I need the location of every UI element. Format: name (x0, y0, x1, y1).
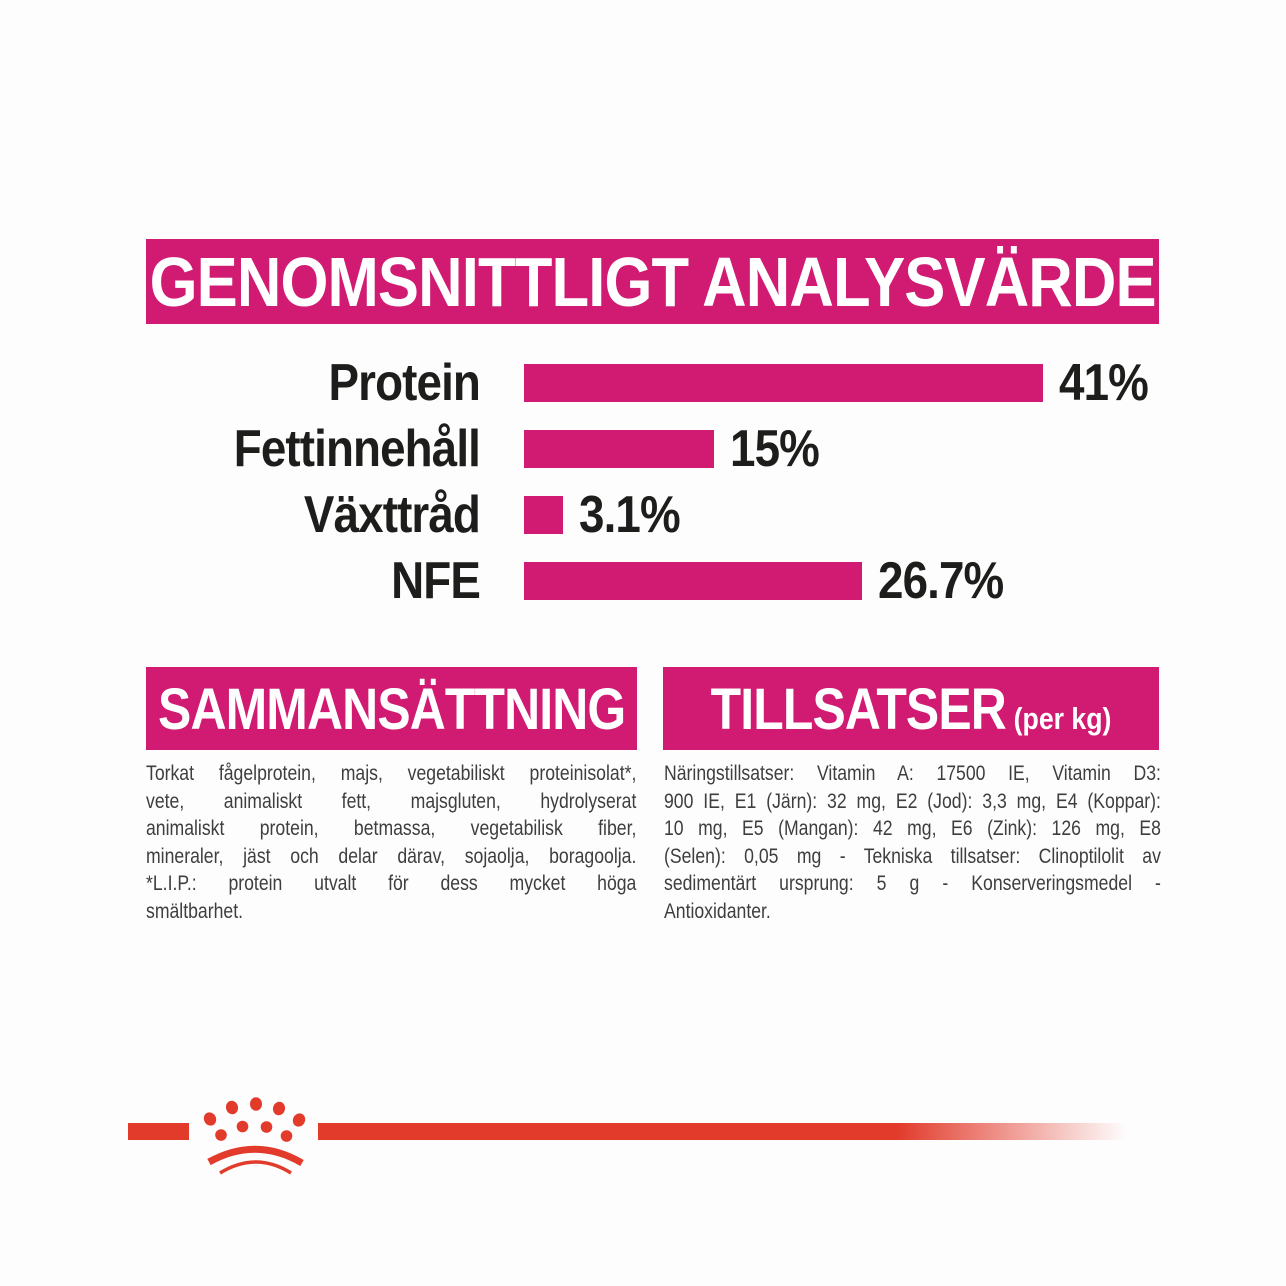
body-text-line: Näringstillsatser: Vitamin A: 17500 IE, Vitamin D3: (664, 761, 1161, 785)
chart-category-label: Protein (328, 354, 480, 412)
body-text-line: mineraler, jäst och delar därav, sojaolja, boragoolja. (146, 843, 637, 868)
body-text-line: (Selen): 0,05 mg - Tekniska tillsatser: Clinoptilolit av (664, 843, 1161, 868)
body-text-line: 900 IE, E1 (Järn): 32 mg, E2 (Jod): 3,3 mg, E4 (Koppar): (664, 788, 1161, 813)
royal-canin-crown-icon (195, 1093, 315, 1193)
chart-value-label: 41% (1059, 354, 1148, 412)
additives-header-bar (663, 667, 1159, 750)
chart-category-label: Växttråd (303, 486, 480, 544)
additives-text (664, 760, 1161, 925)
body-text-line: 10 mg, E5 (Mangan): 42 mg, E6 (Zink): 126 mg, E8 (664, 816, 1161, 840)
chart-row (146, 416, 1226, 482)
composition-title: SAMMANSÄTTNING (157, 677, 626, 742)
brand-divider-line-left (128, 1123, 189, 1140)
analysis-bar-chart (146, 350, 1226, 614)
chart-bar (524, 364, 1043, 402)
chart-row (146, 482, 1226, 548)
chart-value-label: 3.1% (579, 486, 681, 544)
additives-per-kg-suffix: (per kg) (1013, 701, 1112, 736)
analysis-title: GENOMSNITTLIGT ANALYSVÄRDE (149, 242, 1156, 321)
chart-value-label: 15% (729, 420, 819, 478)
body-text-line: Torkat fågelprotein, majs, vegetabiliskt proteinisolat*, (146, 761, 637, 785)
analysis-header-bar (146, 239, 1159, 324)
body-text-line: animaliskt protein, betmassa, vegetabilisk fiber, (146, 816, 637, 840)
composition-text (146, 760, 636, 925)
chart-row (146, 548, 1226, 614)
body-text-line: Antioxidanter. (664, 898, 771, 923)
body-text-line: vete, animaliskt fett, majsgluten, hydrolyserat (146, 788, 637, 813)
chart-row (146, 350, 1226, 416)
additives-title: TILLSATSER (710, 677, 1006, 742)
body-text-line: sedimentärt ursprung: 5 g - Konserveringsmedel - (664, 871, 1161, 895)
chart-category-label: NFE (391, 552, 480, 610)
chart-bar (524, 562, 862, 600)
chart-category-label: Fettinnehåll (233, 420, 480, 478)
chart-bar (524, 496, 563, 534)
body-text-line: smältbarhet. (146, 898, 244, 923)
body-text-line: *L.I.P.: protein utvalt för dess mycket höga (146, 871, 637, 895)
composition-header-bar (146, 667, 637, 750)
chart-value-label: 26.7% (877, 552, 1004, 610)
brand-divider-line-right (318, 1123, 1143, 1140)
chart-bar (524, 430, 714, 468)
